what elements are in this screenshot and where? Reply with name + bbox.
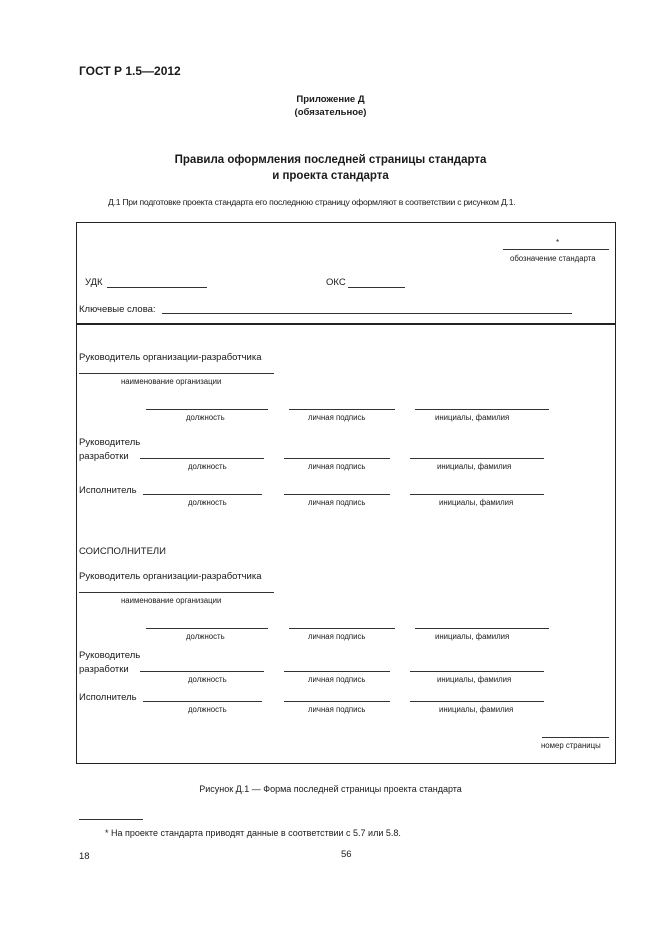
dev-head-label-line2: разработки	[79, 664, 129, 675]
annex-status: (обязательное)	[294, 107, 367, 118]
footnote-separator	[79, 819, 143, 820]
udk-line	[107, 287, 207, 288]
oks-label: ОКС	[326, 277, 346, 288]
position-line	[146, 409, 268, 410]
initials-caption: инициалы, фамилия	[437, 462, 512, 471]
org-name-line	[79, 592, 274, 593]
initials-caption: инициалы, фамилия	[435, 632, 510, 641]
designation-line	[503, 249, 609, 250]
signature-line	[284, 671, 390, 672]
initials-line	[410, 671, 544, 672]
initials-line	[415, 409, 549, 410]
dev-head-label-line1: Руководитель	[79, 437, 141, 448]
section-title-line1: Правила оформления последней страницы стандарта	[174, 154, 487, 166]
dev-head-label-line2: разработки	[79, 451, 129, 462]
position-line	[140, 458, 264, 459]
org-head-label: Руководитель организации-разработчика	[79, 571, 262, 582]
initials-caption: инициалы, фамилия	[437, 675, 512, 684]
dev-head-label-line1: Руководитель	[79, 650, 141, 661]
position-caption: должность	[186, 632, 225, 641]
org-name-caption: наименование организации	[121, 377, 222, 386]
position-caption: должность	[188, 462, 227, 471]
oks-line	[348, 287, 405, 288]
initials-line	[410, 494, 544, 495]
keywords-label: Ключевые слова:	[79, 304, 156, 315]
position-caption: должность	[186, 413, 225, 422]
page-number-line	[542, 737, 609, 738]
signature-caption: личная подпись	[308, 462, 366, 471]
keywords-line	[162, 313, 572, 314]
initials-line	[410, 701, 544, 702]
executor-label: Исполнитель	[79, 485, 137, 496]
position-line	[146, 628, 268, 629]
figure-caption: Рисунок Д.1 — Форма последней страницы проекта стандарта	[199, 784, 462, 794]
initials-caption: инициалы, фамилия	[439, 705, 514, 714]
position-caption: должность	[188, 498, 227, 507]
initials-line	[415, 628, 549, 629]
position-caption: должность	[188, 705, 227, 714]
signature-line	[284, 494, 390, 495]
position-line	[143, 701, 262, 702]
footnote-asterisk: *	[556, 238, 560, 247]
intro-paragraph: Д.1 При подготовке проекта стандарта его последнюю страницу оформляют в соответствии с рисунком Д.1.	[108, 197, 516, 207]
signature-line	[284, 701, 390, 702]
page-number-center: 56	[341, 849, 352, 860]
signature-caption: личная подпись	[308, 498, 366, 507]
annex-title: Приложение Д	[296, 94, 365, 105]
signature-caption: личная подпись	[308, 675, 366, 684]
coexecutors-heading: СОИСПОЛНИТЕЛИ	[79, 546, 166, 557]
org-name-line	[79, 373, 274, 374]
designation-caption: обозначение стандарта	[510, 254, 596, 263]
position-line	[140, 671, 264, 672]
form-divider	[76, 323, 616, 325]
page-number-left: 18	[79, 851, 90, 862]
footnote: * На проекте стандарта приводят данные в соответствии с 5.7 или 5.8.	[105, 828, 401, 838]
section-title-line2: и проекта стандарта	[272, 170, 389, 182]
position-line	[143, 494, 262, 495]
signature-caption: личная подпись	[308, 632, 366, 641]
initials-caption: инициалы, фамилия	[435, 413, 510, 422]
udk-label: УДК	[85, 277, 103, 288]
standard-code: ГОСТ Р 1.5—2012	[79, 64, 181, 78]
signature-line	[289, 628, 395, 629]
signature-line	[289, 409, 395, 410]
page-number-caption: номер страницы	[541, 741, 601, 750]
signature-line	[284, 458, 390, 459]
signature-caption: личная подпись	[308, 705, 366, 714]
executor-label: Исполнитель	[79, 692, 137, 703]
org-name-caption: наименование организации	[121, 596, 222, 605]
initials-caption: инициалы, фамилия	[439, 498, 514, 507]
position-caption: должность	[188, 675, 227, 684]
signature-caption: личная подпись	[308, 413, 366, 422]
initials-line	[410, 458, 544, 459]
org-head-label: Руководитель организации-разработчика	[79, 352, 262, 363]
